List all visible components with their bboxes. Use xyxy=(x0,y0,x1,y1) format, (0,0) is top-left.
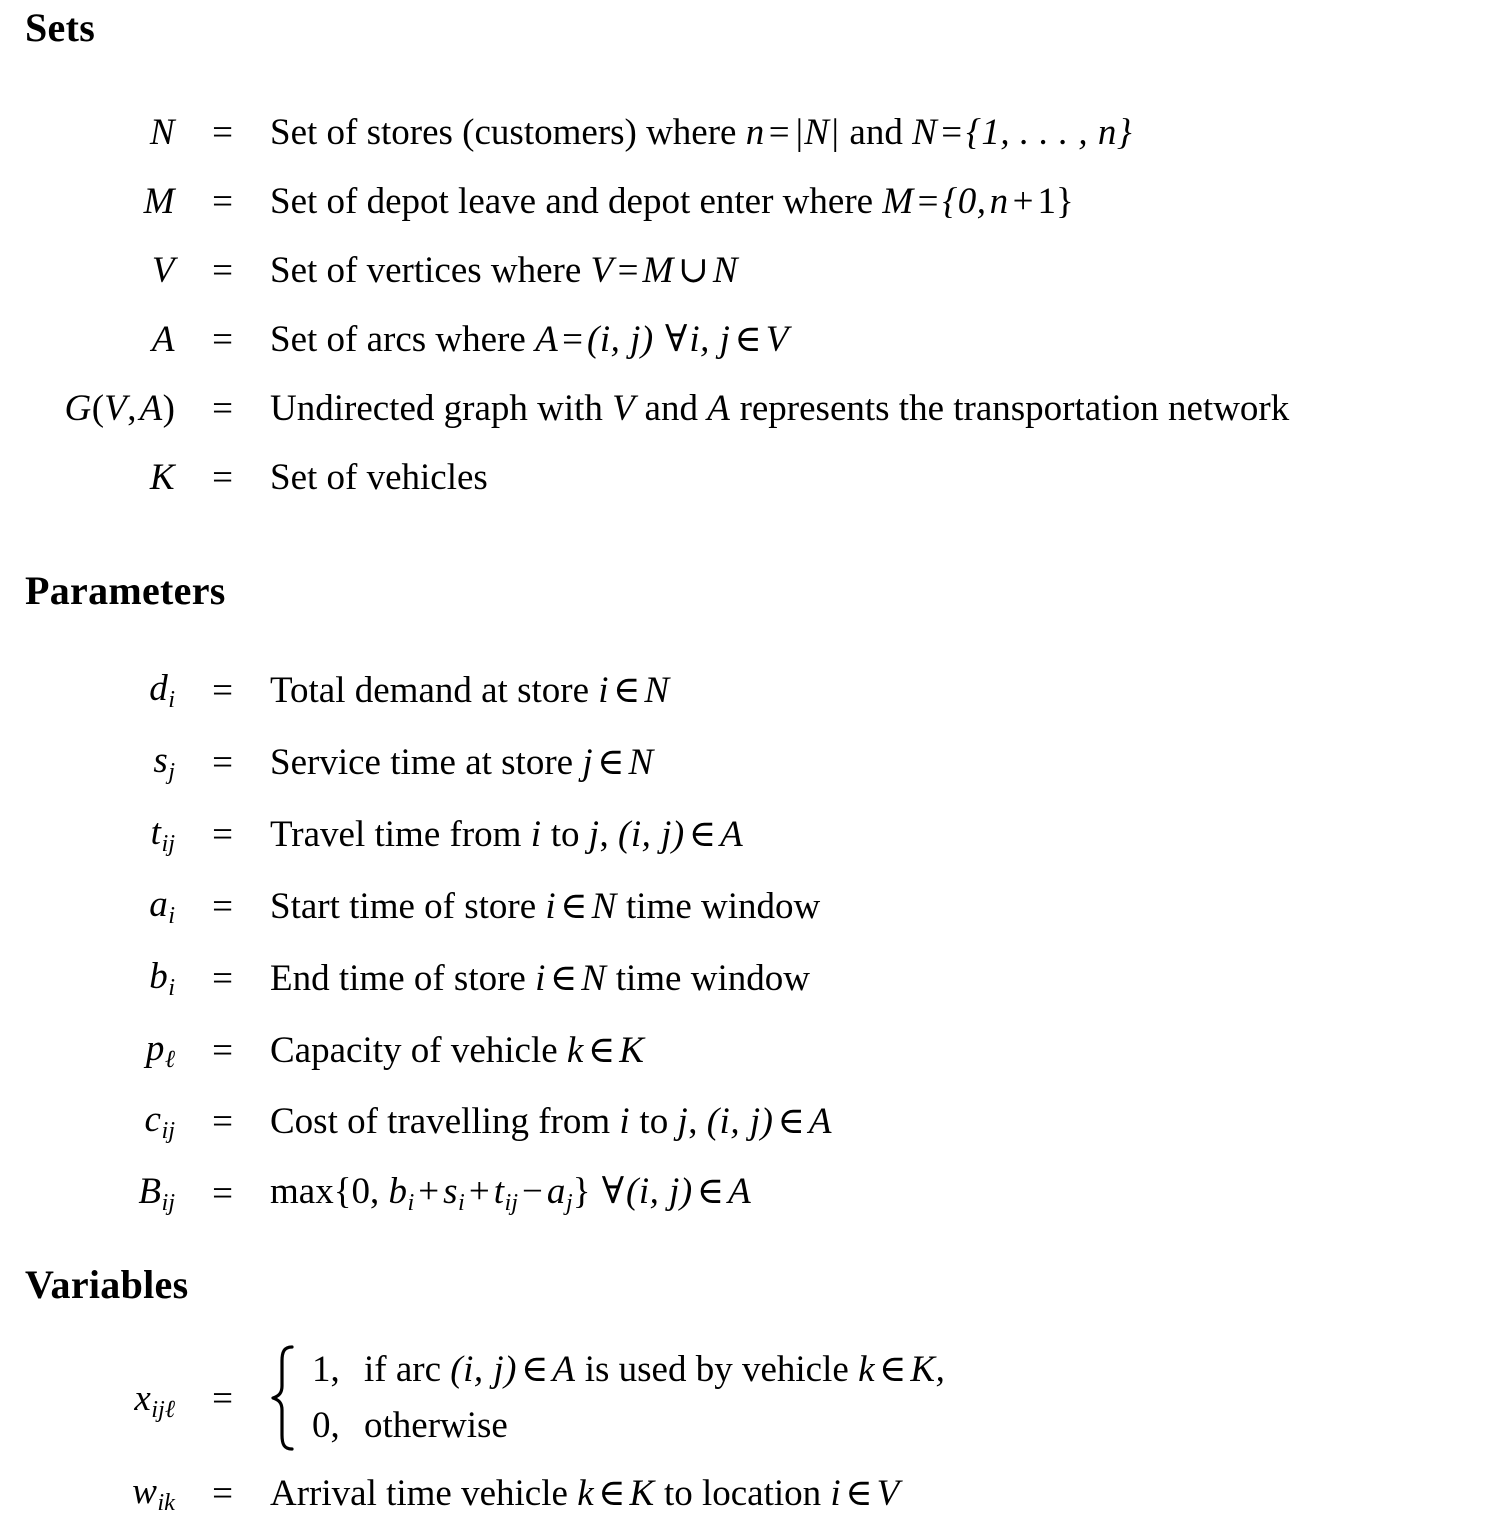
definition-row-d xyxy=(0,655,832,727)
description-A: Set of arcs where A = (i, j) ∀i, j ∈ V xyxy=(270,319,789,360)
equals-sign: = xyxy=(212,814,233,855)
description-B-ij: max{0, $b_i + s_i + t_{ij} - a_j$} ∀(i, j) ∈ A xyxy=(270,1171,752,1217)
symbol-B-ij: $B_{ij}$ xyxy=(138,1171,175,1217)
symbol-V: V xyxy=(151,250,175,291)
definition-row-V xyxy=(0,236,1289,305)
equals-sign: = xyxy=(212,457,233,498)
equals-sign: = xyxy=(212,670,233,711)
description-p-ell: Capacity of vehicle k ∈ K xyxy=(270,1029,645,1071)
symbol-c-ij: $c_{ij}$ xyxy=(144,1099,175,1145)
definition-row-x xyxy=(0,1338,945,1458)
symbol-K: K xyxy=(149,457,175,498)
left-curly-brace-icon xyxy=(270,1344,296,1452)
equals-sign: = xyxy=(212,886,233,927)
equals-sign: = xyxy=(212,1173,233,1214)
equals-sign: = xyxy=(212,742,233,783)
definition-row-w xyxy=(0,1458,945,1530)
cases-row-1-condition: if arc (i, j) ∈ A is used by vehicle k ∈ K, xyxy=(364,1349,946,1390)
equals-sign: = xyxy=(212,388,233,429)
equals-sign: = xyxy=(212,1101,233,1142)
definition-row-p xyxy=(0,1015,832,1086)
definition-row-c xyxy=(0,1086,832,1158)
symbol-A: A xyxy=(151,319,175,360)
symbol-G: G(V, A) xyxy=(64,388,175,429)
cases-row-2-condition: otherwise xyxy=(364,1405,508,1446)
equals-sign: = xyxy=(212,1473,233,1514)
section-heading-parameters: Parameters xyxy=(25,568,226,613)
sets-definition-table xyxy=(0,98,1289,512)
description-G: Undirected graph with V and A represents the transportation network xyxy=(270,388,1290,429)
description-s-j: Service time at store j ∈ N xyxy=(270,742,654,783)
equals-sign: = xyxy=(212,958,233,999)
description-b-i: End time of store i ∈ N time window xyxy=(270,958,810,999)
cases-rows xyxy=(312,1342,945,1454)
cases-row-2: 0, otherwise xyxy=(312,1398,945,1454)
description-a-i: Start time of store i ∈ N time window xyxy=(270,886,821,927)
definition-row-B xyxy=(0,1158,832,1230)
definition-row-G xyxy=(0,374,1289,443)
description-V: Set of vertices where V = M ∪ N xyxy=(270,250,739,291)
definition-row-a xyxy=(0,871,832,943)
description-x-ijl-cases xyxy=(270,1338,945,1458)
definition-row-K xyxy=(0,443,1289,512)
equals-sign: = xyxy=(212,112,233,153)
cases-construct xyxy=(270,1342,945,1454)
symbol-x-ijl: $x_{ij\ell}$ xyxy=(134,1377,175,1423)
parameters-definition-table xyxy=(0,655,832,1230)
symbol-b-i: $b_i$ xyxy=(149,956,175,1002)
definition-row-t xyxy=(0,799,832,871)
variables-definition-table xyxy=(0,1338,945,1530)
equals-sign: = xyxy=(212,181,233,222)
definition-row-N xyxy=(0,98,1289,167)
description-w-ik: Arrival time vehicle k ∈ K to location i ∈ V xyxy=(270,1473,900,1514)
description-d-i: Total demand at store i ∈ N xyxy=(270,670,670,711)
definition-row-s xyxy=(0,727,832,799)
symbol-w-ik: $w_{ik}$ xyxy=(132,1471,175,1517)
symbol-N: N xyxy=(149,112,175,153)
description-M: Set of depot leave and depot enter where M = {0, n + 1} xyxy=(270,181,1074,222)
equals-sign: = xyxy=(212,319,233,360)
symbol-s-j: $s_j$ xyxy=(153,740,175,786)
symbol-M: M xyxy=(143,181,175,222)
symbol-d-i: $d_i$ xyxy=(149,668,175,714)
equals-sign: = xyxy=(212,250,233,291)
definition-row-M xyxy=(0,167,1289,236)
description-t-ij: Travel time from i to j, (i, j) ∈ A xyxy=(270,814,744,855)
description-c-ij: Cost of travelling from i to j, (i, j) ∈ A xyxy=(270,1101,832,1142)
cases-row-1: 1, if arc (i, j) ∈ A is used by vehicle k ∈ K, xyxy=(312,1342,945,1398)
symbol-p-ell: $p_\ell$ xyxy=(145,1028,175,1074)
definition-row-A xyxy=(0,305,1289,374)
equals-sign: = xyxy=(212,1029,233,1071)
symbol-a-i: $a_i$ xyxy=(149,884,175,930)
definition-row-b xyxy=(0,943,832,1015)
symbol-t-ij: $t_{ij}$ xyxy=(150,812,175,858)
equals-sign: = xyxy=(212,1377,233,1419)
description-N: Set of stores (customers) where n = |N| and N = {1, . . . , n} xyxy=(270,112,1133,153)
description-K: Set of vehicles xyxy=(270,457,488,498)
section-heading-sets: Sets xyxy=(25,5,96,50)
section-heading-variables: Variables xyxy=(25,1262,189,1307)
